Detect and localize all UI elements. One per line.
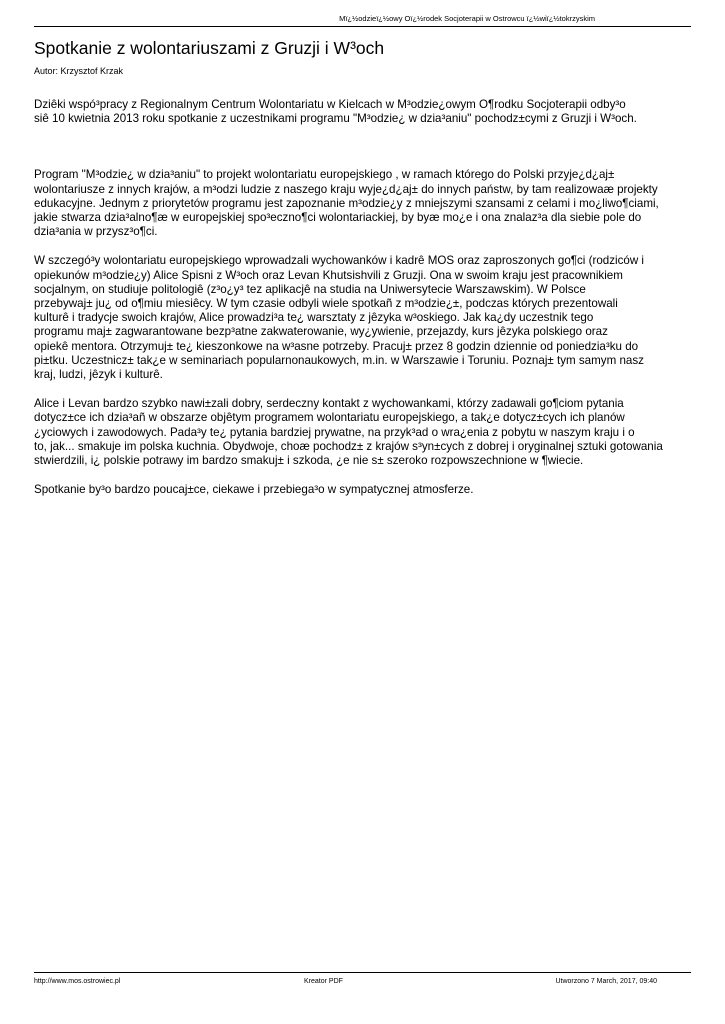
paragraph-spacer: [34, 382, 694, 397]
author-label: Autor:: [34, 66, 59, 76]
paragraph-spacer: [34, 126, 694, 168]
article-paragraph: Dziêki wspó³pracy z Regionalnym Centrum Wolontariatu w Kielcach w M³odzie¿owym O¶rodku Socjoterapii odby³o siê 10 kwietnia 2013 roku spotkanie z uczestnikami programu "M³odzie¿ w dzia³aniu" pochodz±cymi z Gruzji i W³och.: [34, 98, 637, 126]
article-paragraph: Spotkanie by³o bardzo poucaj±ce, ciekawe i przebiega³o w sympatycznej atmosferze.: [34, 483, 474, 497]
article-paragraph: W szczegó³y wolontariatu europejskiego wprowadzali wychowanków i kadrê MOS oraz zaproszonych go¶ci (rodziców i opiekunów m³odzie¿y) Alice Spisni z W³och oraz Levan Khutsishvili z Gruzji. Ona w swoim kraju jest pracownikiem socjalnym, on studiuje politologiê (z³o¿y³ tez aplikacjê na studia na Uniwersytecie Warszawskim). W Polsce przebywaj± ju¿ od o¶miu miesiêcy. W tym czasie odbyli wiele spotkañ z m³odzie¿±, podczas których prezentowali kulturê i tradycje swoich krajów, Alice prowadzi³a te¿ warsztaty z jêzyka w³oskiego. Jak ka¿dy uczestnik tego programu maj± zagwarantowane bezp³atne zakwaterowanie, wy¿ywienie, przejazdy, kurs jêzyka polskiego oraz opiekê mentora. Otrzymuj± te¿ kieszonkowe na w³asne potrzeby. Pracuj± przez 8 godzin dziennie od poniedzia³ku do pi±tku. Uczestnicz± tak¿e w seminariach popularnonaukowych, m.in. w Warszawie i Toruniu. Poznaj± tym samym nasz kraj, ludzi, jêzyk i kulturê.: [34, 254, 645, 382]
paragraph-spacer: [34, 239, 694, 254]
footer-created-date: Utworzono 7 March, 2017, 09:40: [555, 978, 657, 985]
author-line: [34, 66, 123, 77]
page-header: [34, 14, 691, 27]
paragraph-spacer: [34, 468, 694, 483]
page-footer: [34, 972, 691, 987]
author-name: Krzysztof Krzak: [60, 66, 124, 76]
header-site-name: Mï¿½odzieï¿½owy Oï¿½rodek Socjoterapii w Ostrowcu ï¿½wiï¿½tokrzyskim: [339, 14, 595, 23]
footer-url-link[interactable]: http://www.mos.ostrowiec.pl: [34, 978, 121, 985]
footer-generator: Kreator PDF: [304, 978, 343, 985]
article-title: Spotkanie z wolontariuszami z Gruzji i W³och: [34, 38, 385, 58]
article-body: [34, 98, 694, 497]
article-paragraph: Alice i Levan bardzo szybko nawi±zali dobry, serdeczny kontakt z wychowankami, którzy zadawali go¶ciom pytania dotycz±ce ich dzia³añ w obszarze objêtym programem wolontariatu europejskiego, a tak¿e dotycz±cych ich planów ¿yciowych i zawodowych. Pada³y te¿ pytania bardziej prywatne, na przyk³ad o wra¿enia z pobytu w naszym kraju i o to, jak... smakuje im polska kuchnia. Obydwoje, choæ pochodz± z krajów s³yn±cych z dobrej i oryginalnej sztuki gotowania stwierdzili, i¿ polskie potrawy im bardzo smakuj± i szkoda, ¿e nie s± szeroko rozpowszechnione w ¶wiecie.: [34, 397, 663, 468]
article-paragraph: Program "M³odzie¿ w dzia³aniu" to projekt wolontariatu europejskiego , w ramach którego do Polski przyje¿d¿aj± wolontariusze z innych krajów, a m³odzi ludzie z naszego kraju wyje¿d¿aj± do innych państw, by tam realizowaæ projekty edukacyjne. Jednym z priorytetów programu jest zapoznanie m³odzie¿y z mniejszymi szansami z celami i mo¿liwo¶ciami, jakie stwarza dzia³alno¶æ w europejskiej spo³eczno¶ci wolontariackiej, by byæ mo¿e i ona znalaz³a dla siebie pole do dzia³ania w przysz³o¶ci.: [34, 168, 659, 239]
